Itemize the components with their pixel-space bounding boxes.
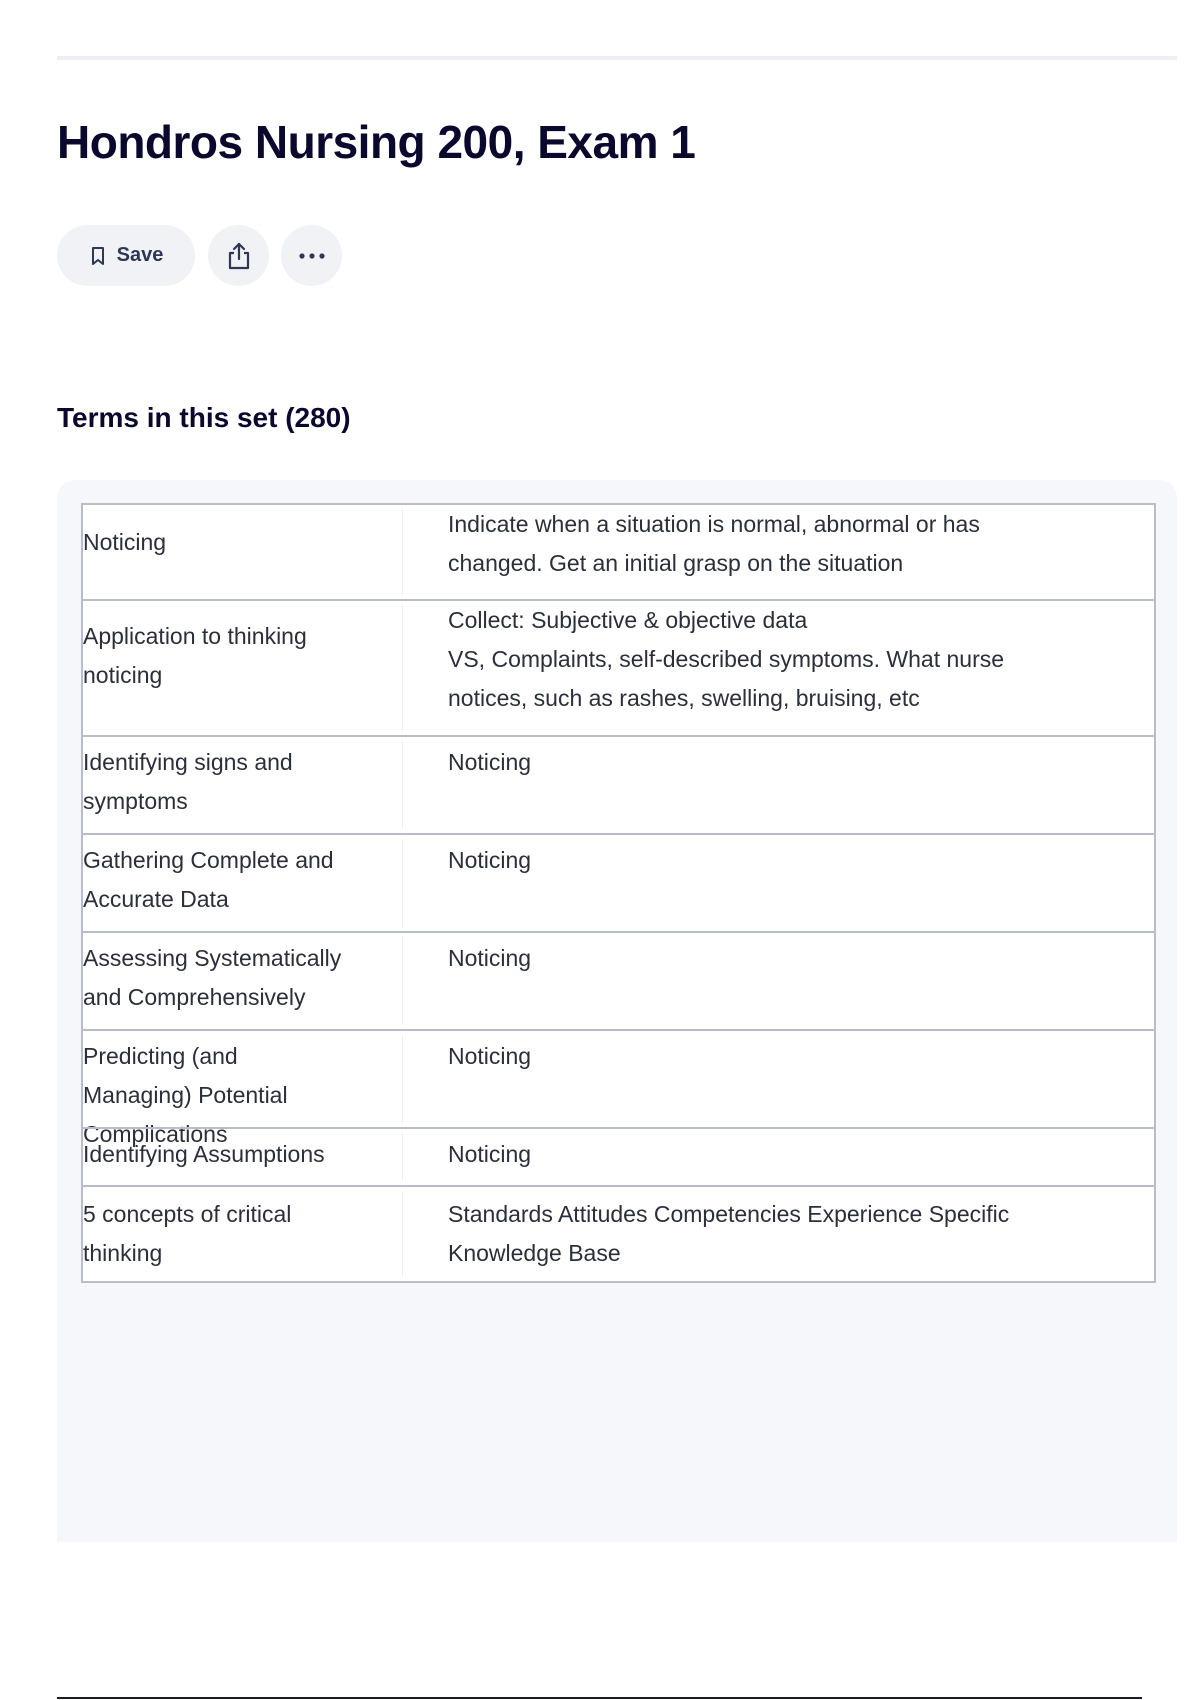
definition-line: Collect: Subjective & objective data [448,607,808,633]
term-text: Identifying Assumptions [83,1129,403,1185]
definition-text [403,933,1154,1029]
definition-text [403,1187,1154,1281]
definition-line: Noticing [448,1141,532,1167]
terms-panel [57,480,1177,1542]
terms-heading: Terms in this set (280) [57,402,351,433]
definition-text [403,1129,1154,1185]
terms-table [81,503,1156,1283]
term-text: Assessing Systematically and Comprehensively [83,933,403,1029]
term-row [83,931,1154,1029]
definition-text [403,835,1154,931]
set-toolbar [57,225,342,286]
term-text: 5 concepts of critical thinking [83,1187,403,1281]
definition-line: Noticing [448,847,532,873]
top-divider [57,56,1177,60]
definition-text [403,1031,1154,1127]
term-row [83,505,1154,599]
term-row [83,599,1154,735]
more-horizontal-icon [298,252,326,260]
bottom-divider [57,1697,1142,1699]
term-row [83,1185,1154,1281]
definition-text [403,737,1154,833]
term-row [83,833,1154,931]
definition-line: Indicate when a situation is normal, abnormal or has changed. Get an initial grasp on the situation [448,511,980,576]
term-text: Noticing [83,505,403,599]
definition-line: Noticing [448,749,532,775]
share-button[interactable] [208,225,269,286]
term-text: Identifying signs and symptoms [83,737,403,833]
term-row [83,1127,1154,1185]
page-title: Hondros Nursing 200, Exam 1 [57,116,696,168]
term-text: Gathering Complete and Accurate Data [83,835,403,931]
save-button-label: Save [116,244,164,266]
bookmark-icon [89,246,107,266]
save-button[interactable] [57,225,195,286]
share-icon [225,241,253,271]
more-options-button[interactable] [281,225,342,286]
term-row [83,735,1154,833]
definition-line: VS, Complaints, self-described symptoms. What nurse notices, such as rashes, swelling, bruising, etc [448,646,1005,711]
definition-line: Noticing [448,1043,532,1069]
term-text: Predicting (and Managing) Potential Complications [83,1031,403,1127]
definition-line: Noticing [448,945,532,971]
term-text: Application to thinking noticing [83,601,403,735]
term-row [83,1029,1154,1147]
definition-text [403,601,1154,735]
definition-line: Standards Attitudes Competencies Experience Specific Knowledge Base [448,1201,1010,1266]
definition-text [403,505,1154,599]
